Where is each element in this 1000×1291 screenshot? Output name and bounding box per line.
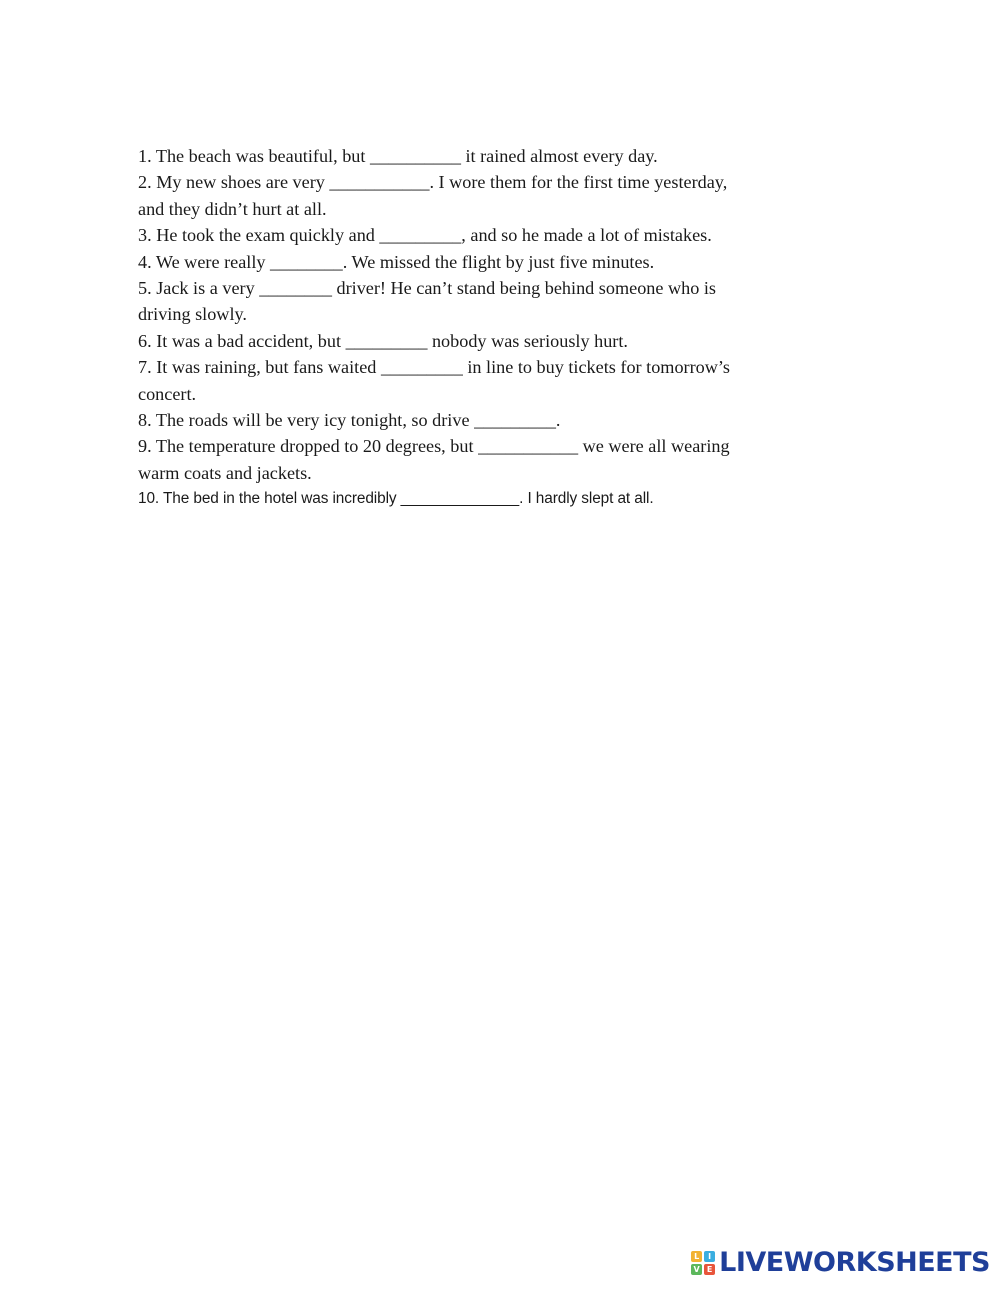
exercise-line-5: 5. Jack is a very ________ driver! He can’t stand being behind someone who is xyxy=(138,278,716,299)
exercise-line-2: 2. My new shoes are very ___________. I wore them for the first time yesterday, xyxy=(138,172,728,193)
exercise-line-1: 1. The beach was beautiful, but __________ it rained almost every day. xyxy=(138,146,658,166)
logo-block-e: E xyxy=(704,1264,715,1275)
logo-block-i: I xyxy=(704,1251,715,1262)
exercise-line-7: 7. It was raining, but fans waited _________ in line to buy tickets for tomorrow’s xyxy=(138,357,731,378)
exercise-line-7-cont: concert. xyxy=(138,383,197,404)
logo-wordmark: LIVEWORKSHEETS xyxy=(719,1247,990,1278)
exercise-line-4: 4. We were really ________. We missed the flight by just five minutes. xyxy=(138,251,655,272)
exercise-line-9-cont: warm coats and jackets. xyxy=(138,462,312,483)
exercise-line-9: 9. The temperature dropped to 20 degrees, but ___________ we were all wearing xyxy=(138,436,730,457)
worksheet-body xyxy=(138,143,858,512)
exercise-line-8: 8. The roads will be very icy tonight, so drive _________. xyxy=(138,410,561,431)
exercise-line-5-cont: driving slowly. xyxy=(138,304,247,325)
exercise-line-6: 6. It was a bad accident, but _________ nobody was seriously hurt. xyxy=(138,330,628,351)
logo-block-v: V xyxy=(691,1264,702,1275)
exercise-line-3: 3. He took the exam quickly and _________, and so he made a lot of mistakes. xyxy=(138,225,712,246)
exercise-line-2-cont: and they didn’t hurt at all. xyxy=(138,198,327,219)
liveworksheets-logo[interactable] xyxy=(691,1247,990,1279)
exercise-line-10: 10. The bed in the hotel was incredibly ______________. I hardly slept at all. xyxy=(138,490,654,508)
logo-block-l: L xyxy=(691,1251,702,1262)
liveworksheets-blocks-icon xyxy=(691,1251,715,1275)
